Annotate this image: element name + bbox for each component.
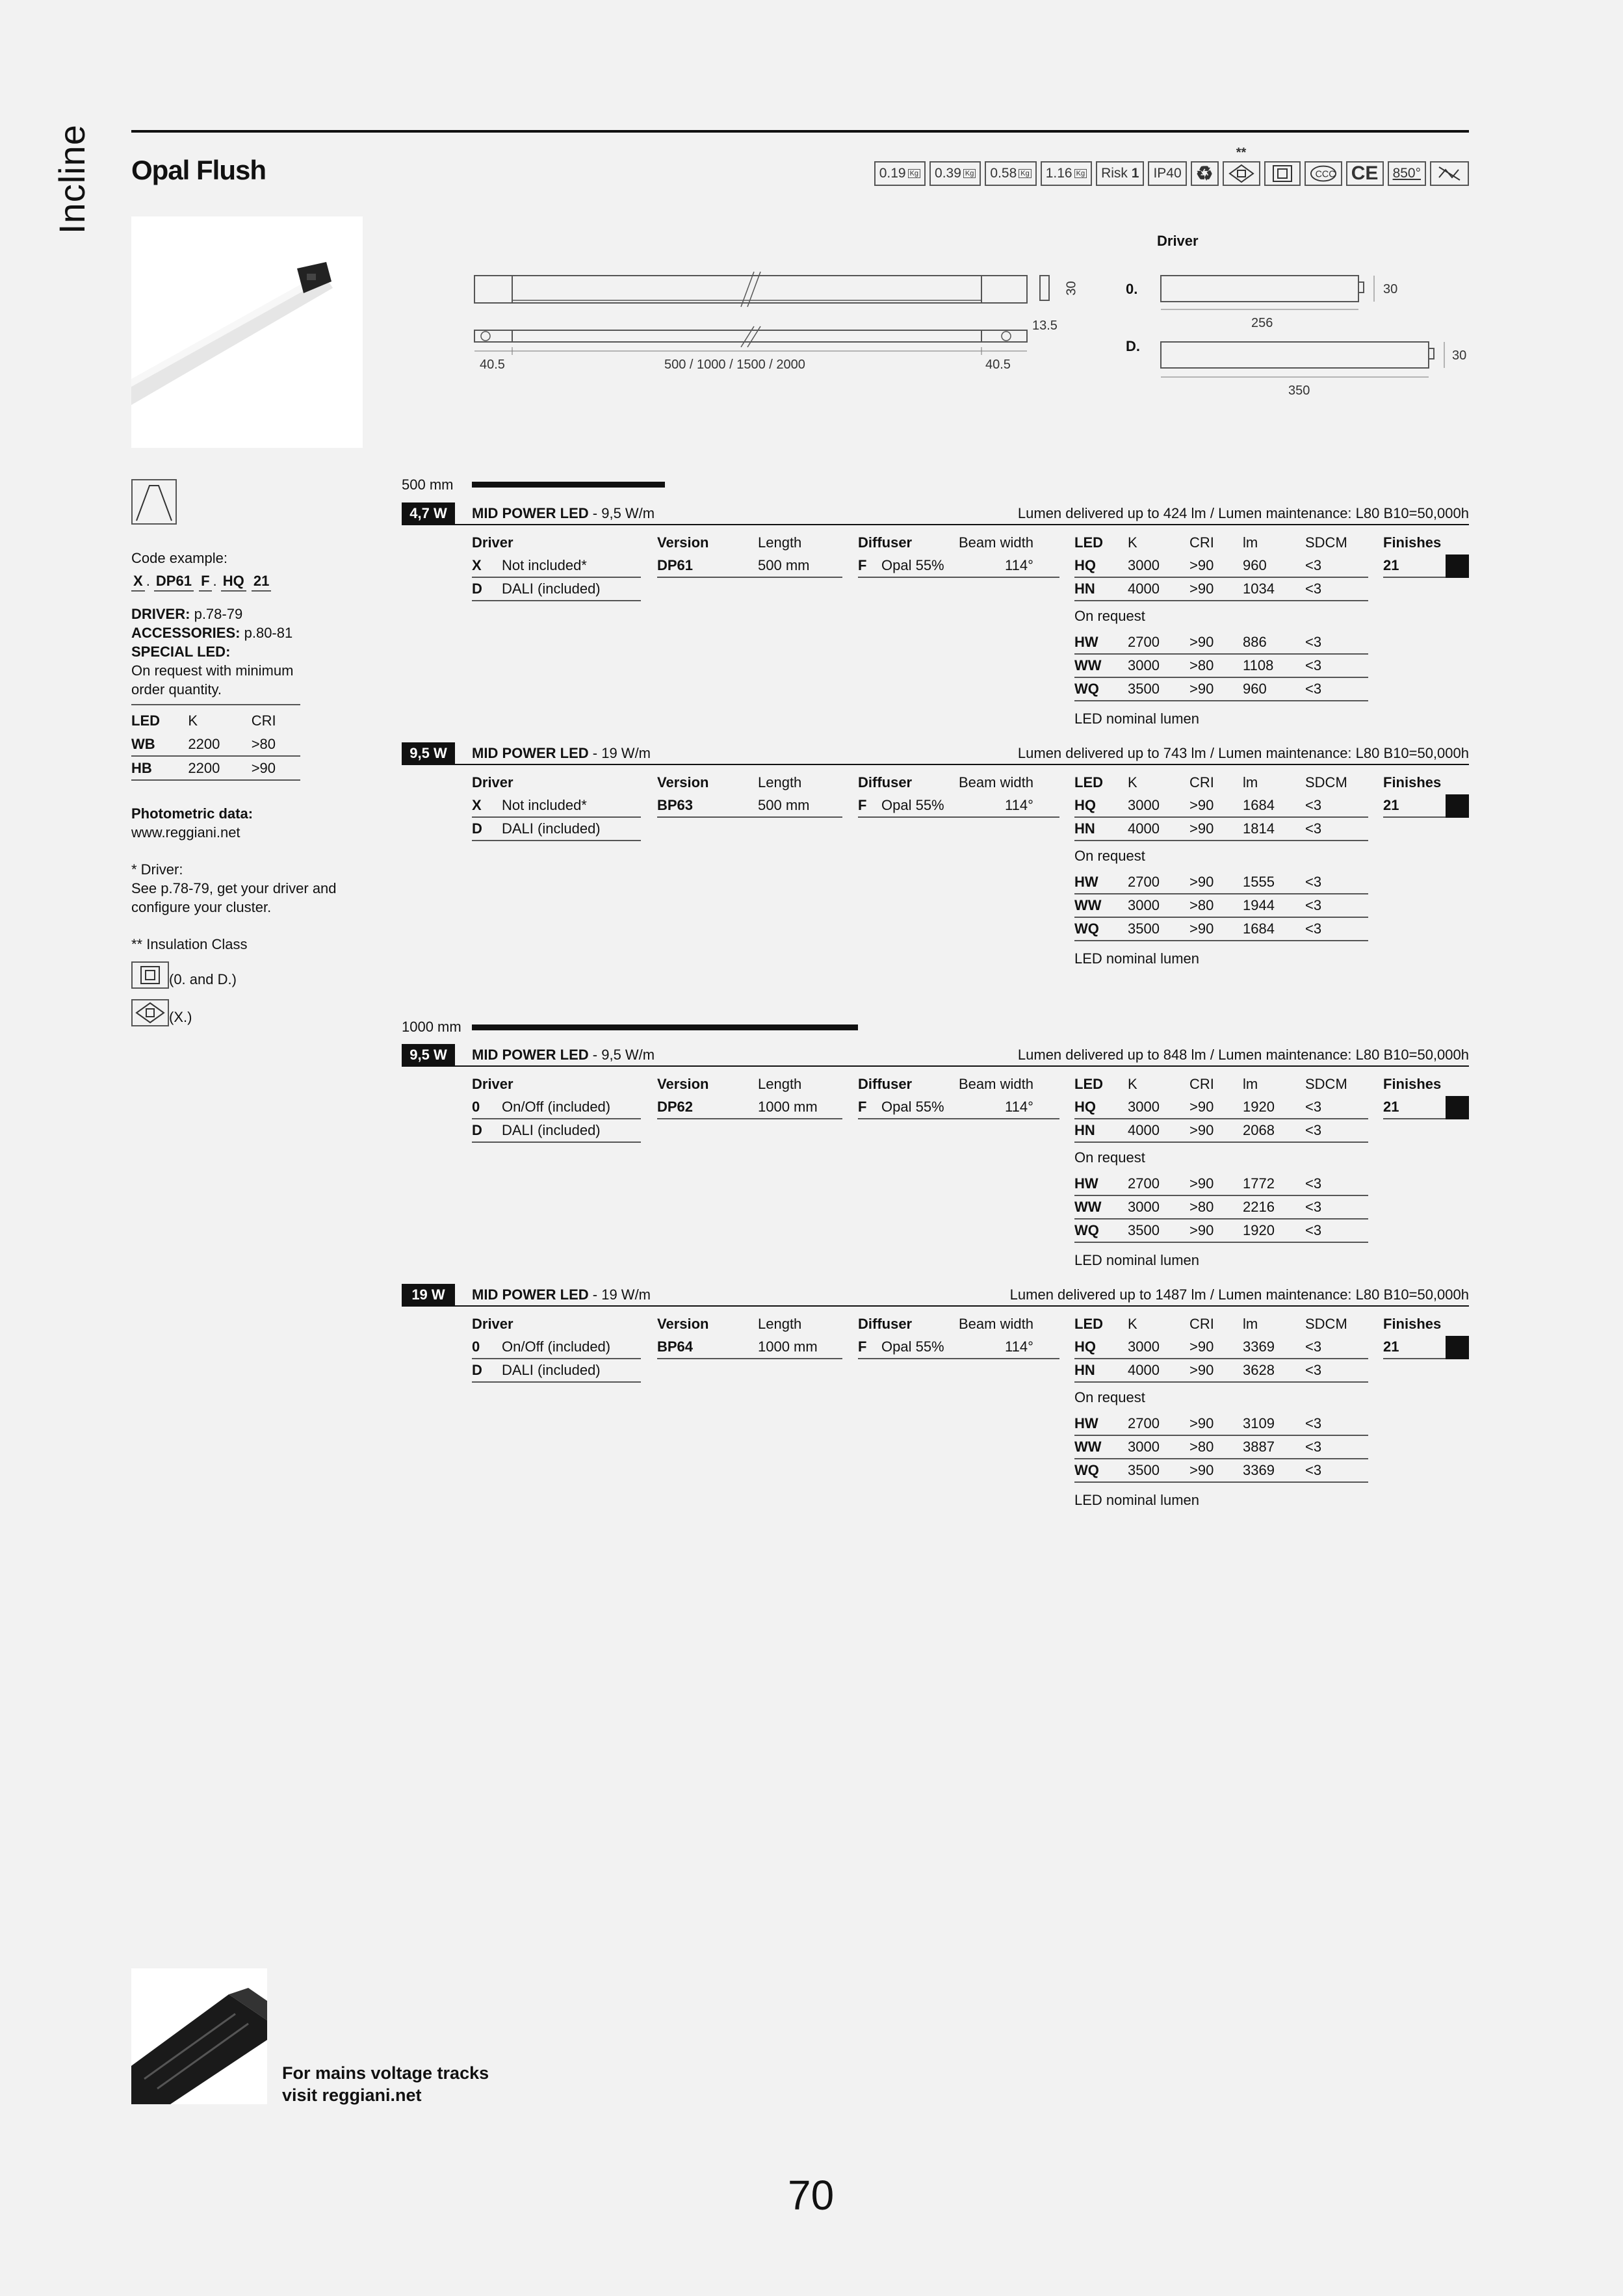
insulation-item-1: (0. and D.)	[131, 961, 352, 989]
version-row: BP64 1000 mm	[657, 1336, 842, 1359]
led-row: HN 4000 >90 3628 <3	[1074, 1359, 1368, 1383]
driver-note: See p.78-79, get your driver and configure your cluster.	[131, 880, 337, 915]
nominal-lumen-note: LED nominal lumen	[1074, 950, 1199, 967]
led-request-row: WQ 3500 >90 960 <3	[1074, 678, 1368, 701]
side-title: Incline	[51, 124, 92, 234]
on-request-label: On request	[1074, 1389, 1145, 1405]
code-example-block	[131, 549, 352, 1026]
diffuser-row: F Opal 55% 114°	[858, 554, 1059, 578]
dim-right: 40.5	[985, 358, 1011, 372]
led-column: LED K CRI lm SDCM HQ 3000 >90 1920 <3 HN 4000 >90 2068 <3 On request HW 2700 >90 1772 <3 WW 3000 >80 2216 <3 WQ 3500 >90 1920 <3 LED nominal lumen	[1074, 1073, 1368, 1269]
product-photo	[131, 216, 363, 448]
driver-o-label: 0.	[1126, 281, 1138, 297]
version-row: DP61 500 mm	[657, 554, 842, 578]
luminaire-illustration	[131, 216, 363, 448]
track-photo	[131, 1968, 267, 2104]
dim-center: 500 / 1000 / 1500 / 2000	[664, 358, 805, 372]
weight-badge-4: 1.16 Kg	[1041, 161, 1092, 186]
led-request-row: WW 3000 >80 3887 <3	[1074, 1436, 1368, 1459]
driver-row: D DALI (included)	[472, 1119, 641, 1143]
photometric-url[interactable]: www.reggiani.net	[131, 824, 240, 841]
weight-badge-3: 0.58 Kg	[985, 161, 1036, 186]
code-example: X . DP61 F . HQ 21	[131, 571, 352, 592]
special-led-text: On request with minimum order quantity.	[131, 662, 294, 698]
driver-row: 0 On/Off (included)	[472, 1336, 641, 1359]
accessories-ref: ACCESSORIES: p.80-81	[131, 625, 293, 641]
track-text: For mains voltage tracks visit reggiani.net	[282, 2063, 489, 2105]
led-row: HN 4000 >90 1034 <3	[1074, 578, 1368, 601]
led-column: LED K CRI lm SDCM HQ 3000 >90 1684 <3 HN 4000 >90 1814 <3 On request HW 2700 >90 1555 <3 WW 3000 >80 1944 <3 WQ 3500 >90 1684 <3 LED nominal lumen	[1074, 771, 1368, 967]
ip-badge: IP40	[1148, 161, 1186, 186]
diffuser-row: F Opal 55% 114°	[858, 1336, 1059, 1359]
top-rule	[131, 130, 1469, 133]
on-request-label: On request	[1074, 1149, 1145, 1166]
block-title: MID POWER LED - 19 W/m	[472, 745, 651, 761]
insulation-square-icon	[131, 961, 169, 989]
led-request-row: HW 2700 >90 1772 <3	[1074, 1173, 1368, 1196]
weight-badge-1: 0.19 Kg	[874, 161, 926, 186]
section-500-bar	[472, 482, 665, 488]
on-request-label: On request	[1074, 848, 1145, 864]
version-row: DP62 1000 mm	[657, 1096, 842, 1119]
nominal-lumen-note: LED nominal lumen	[1074, 1252, 1199, 1268]
driver-column: Driver X Not included* D DALI (included)	[472, 531, 641, 601]
risk-badge: Risk 1	[1096, 161, 1144, 186]
track-link[interactable]: visit reggiani.net	[282, 2085, 422, 2105]
dim-depth: 13.5	[1032, 319, 1058, 333]
driver-d-label: D.	[1126, 338, 1140, 354]
driver-column: Driver X Not included* D DALI (included)	[472, 771, 641, 841]
no-dimmer-icon	[1430, 161, 1469, 186]
lumen-info: Lumen delivered up to 743 lm / Lumen maintenance: L80 B10=50,000h	[1017, 745, 1469, 761]
led-row: HQ 3000 >90 3369 <3	[1074, 1336, 1368, 1359]
certification-badges	[874, 146, 1469, 186]
finishes-column: Finishes 21	[1383, 1073, 1469, 1119]
insulation-item-2: (X.)	[131, 999, 352, 1026]
version-column: Version Length DP61 500 mm	[657, 531, 842, 578]
watt-badge: 9,5 W	[402, 742, 455, 764]
driver-row: 0 On/Off (included)	[472, 1096, 641, 1119]
driver-d-width: 350	[1288, 384, 1310, 398]
insulation-class-2-icon	[1223, 146, 1260, 186]
finish-row[interactable]: 21	[1383, 1336, 1469, 1359]
driver-o-drawing	[1160, 273, 1381, 315]
lumen-info: Lumen delivered up to 1487 lm / Lumen maintenance: L80 B10=50,000h	[1009, 1286, 1469, 1303]
lumen-info: Lumen delivered up to 848 lm / Lumen maintenance: L80 B10=50,000h	[1017, 1047, 1469, 1063]
led-column: LED K CRI lm SDCM HQ 3000 >90 3369 <3 HN 4000 >90 3628 <3 On request HW 2700 >90 3109 <3 WW 3000 >80 3887 <3 WQ 3500 >90 3369 <3 LED nominal lumen	[1074, 1312, 1368, 1509]
weight-badge-2: 0.39 Kg	[929, 161, 981, 186]
driver-ref: DRIVER: p.78-79	[131, 606, 243, 622]
driver-note-label: * Driver:	[131, 861, 183, 878]
watt-badge: 19 W	[402, 1284, 455, 1305]
driver-row: D DALI (included)	[472, 1359, 641, 1383]
ccc-icon	[1305, 161, 1342, 186]
led-row: HQ 3000 >90 1684 <3	[1074, 794, 1368, 818]
finish-swatch-black[interactable]	[1446, 554, 1469, 578]
block-title: MID POWER LED - 9,5 W/m	[472, 1047, 655, 1063]
led-request-row: HW 2700 >90 886 <3	[1074, 631, 1368, 655]
block-rule	[402, 524, 1469, 525]
led-column: LED K CRI lm SDCM HQ 3000 >90 960 <3 HN 4000 >90 1034 <3 On request HW 2700 >90 886 <3 WW 3000 >80 1108 <3 WQ 3500 >90 960 <3 LED nominal lumen	[1074, 531, 1368, 727]
led-request-row: WW 3000 >80 2216 <3	[1074, 1196, 1368, 1220]
driver-d-height: 30	[1452, 348, 1467, 363]
product-title: Opal Flush	[131, 155, 266, 185]
driver-title: Driver	[1157, 233, 1199, 249]
driver-row: X Not included*	[472, 554, 641, 578]
diffuser-column: Diffuser Beam width F Opal 55% 114°	[858, 771, 1059, 818]
insulation-note: ** Insulation Class	[131, 936, 248, 952]
led-request-row: WQ 3500 >90 3369 <3	[1074, 1459, 1368, 1483]
finish-swatch-black[interactable]	[1446, 1336, 1469, 1359]
nominal-lumen-note: LED nominal lumen	[1074, 1492, 1199, 1508]
block-title: MID POWER LED - 9,5 W/m	[472, 505, 655, 521]
temperature-badge: 850°	[1388, 161, 1426, 186]
special-led-label: SPECIAL LED:	[131, 644, 231, 660]
dim-height: 30	[1064, 281, 1079, 296]
version-column: Version Length BP63 500 mm	[657, 771, 842, 818]
block-title: MID POWER LED - 19 W/m	[472, 1286, 651, 1303]
diffuser-column: Diffuser Beam width F Opal 55% 114°	[858, 531, 1059, 578]
led-request-row: WW 3000 >80 1944 <3	[1074, 894, 1368, 918]
page-number: 70	[788, 2172, 835, 2219]
special-led-table: LED K CRI WB 2200 >80 HB 2200 >90	[131, 709, 300, 781]
led-row: HQ 3000 >90 1920 <3	[1074, 1096, 1368, 1119]
diffuser-column: Diffuser Beam width F Opal 55% 114°	[858, 1073, 1059, 1119]
code-example-label: Code example:	[131, 550, 227, 566]
lumen-info: Lumen delivered up to 424 lm / Lumen maintenance: L80 B10=50,000h	[1017, 505, 1469, 521]
driver-o-height: 30	[1383, 282, 1398, 296]
watt-badge: 9,5 W	[402, 1044, 455, 1065]
version-row: BP63 500 mm	[657, 794, 842, 818]
led-request-row: WQ 3500 >90 1684 <3	[1074, 918, 1368, 941]
driver-row: X Not included*	[472, 794, 641, 818]
photometric-label: Photometric data:	[131, 805, 253, 822]
finish-row[interactable]: 21	[1383, 554, 1469, 578]
led-request-row: HW 2700 >90 1555 <3	[1074, 871, 1368, 894]
section-500-label: 500 mm	[402, 476, 454, 493]
led-row: HN 4000 >90 2068 <3	[1074, 1119, 1368, 1143]
led-row: HN 4000 >90 1814 <3	[1074, 818, 1368, 841]
finish-swatch-black[interactable]	[1446, 1096, 1469, 1119]
finishes-column: Finishes 21	[1383, 1312, 1469, 1359]
driver-row: D DALI (included)	[472, 578, 641, 601]
version-column: Version Length BP64 1000 mm	[657, 1312, 842, 1359]
block-rule	[402, 1065, 1469, 1067]
finishes-column: Finishes 21	[1383, 531, 1469, 578]
nominal-lumen-note: LED nominal lumen	[1074, 711, 1199, 727]
section-1000-label: 1000 mm	[402, 1019, 461, 1035]
driver-o-width: 256	[1251, 316, 1273, 330]
section-1000-bar	[472, 1024, 858, 1030]
version-column: Version Length DP62 1000 mm	[657, 1073, 842, 1119]
recycle-icon: ♻	[1191, 161, 1219, 186]
watt-badge: 4,7 W	[402, 502, 455, 524]
led-row: HQ 3000 >90 960 <3	[1074, 554, 1368, 578]
insulation-diamond-icon	[131, 999, 169, 1026]
diffuser-row: F Opal 55% 114°	[858, 794, 1059, 818]
insulation-class-2-square-icon	[1264, 161, 1301, 186]
driver-row: D DALI (included)	[472, 818, 641, 841]
ce-icon: CE	[1346, 161, 1384, 186]
driver-column: Driver 0 On/Off (included) D DALI (included)	[472, 1312, 641, 1383]
block-rule	[402, 1305, 1469, 1307]
led-request-row: WW 3000 >80 1108 <3	[1074, 655, 1368, 678]
led-request-row: WQ 3500 >90 1920 <3	[1074, 1220, 1368, 1243]
finish-swatch-black[interactable]	[1446, 794, 1469, 818]
finish-row[interactable]: 21	[1383, 1096, 1469, 1119]
beam-shape-icon	[131, 479, 177, 525]
driver-column: Driver 0 On/Off (included) D DALI (included)	[472, 1073, 641, 1143]
block-rule	[402, 764, 1469, 765]
on-request-label: On request	[1074, 608, 1145, 624]
svg-text:CCC: CCC	[1315, 169, 1336, 180]
diffuser-row: F Opal 55% 114°	[858, 1096, 1059, 1119]
dim-left: 40.5	[480, 358, 505, 372]
diffuser-column: Diffuser Beam width F Opal 55% 114°	[858, 1312, 1059, 1359]
asterisks-label: **	[1236, 146, 1247, 160]
driver-d-drawing	[1160, 339, 1459, 383]
finish-row[interactable]: 21	[1383, 794, 1469, 818]
finishes-column: Finishes 21	[1383, 771, 1469, 818]
led-request-row: HW 2700 >90 3109 <3	[1074, 1413, 1368, 1436]
